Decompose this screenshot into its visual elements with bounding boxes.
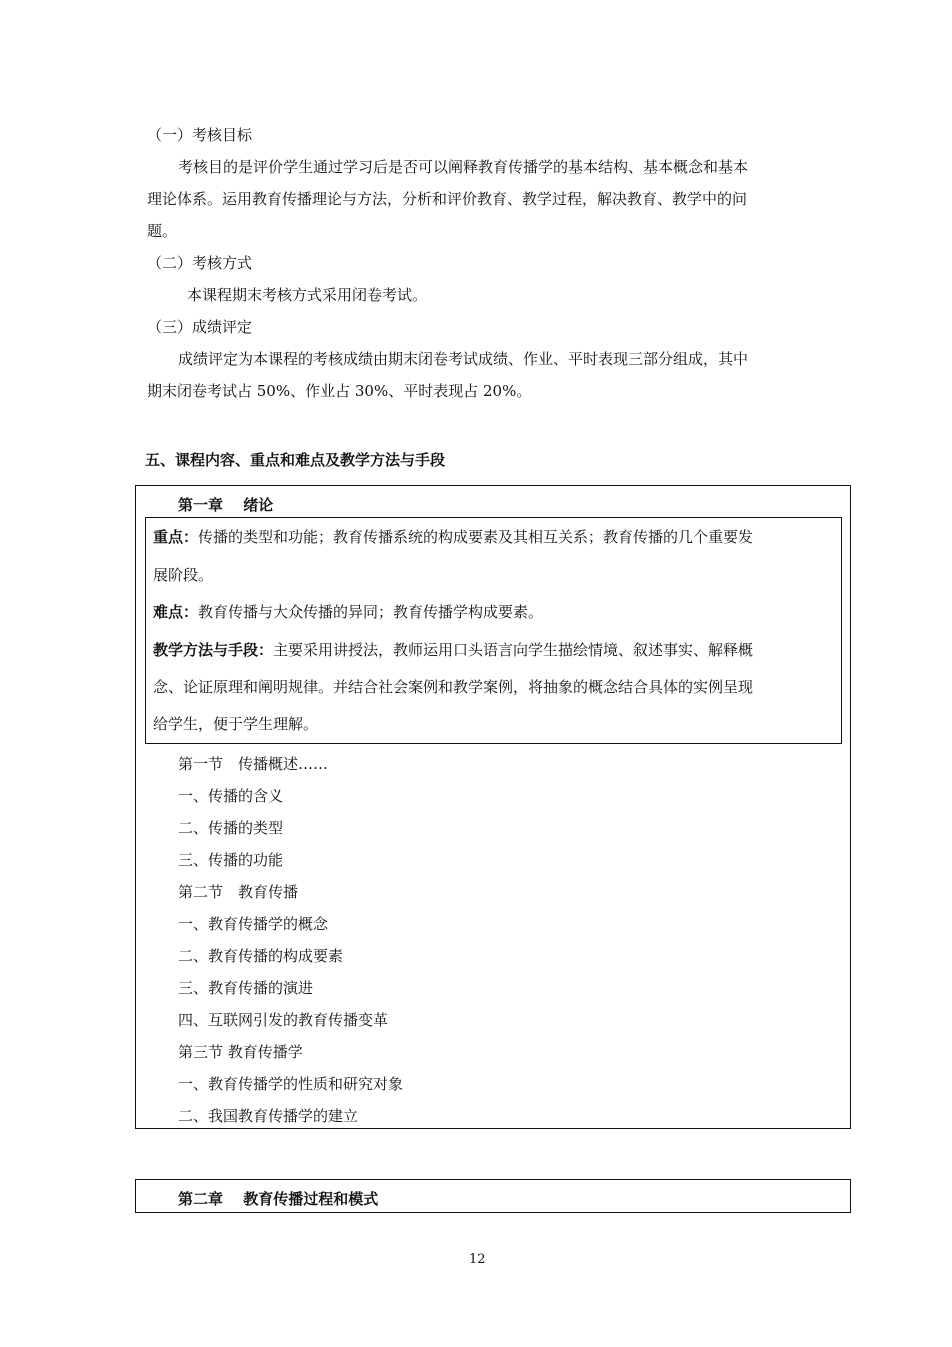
grading-text-line-2: 期末闭卷考试占 50%、作业占 30%、平时表现占 20%。 (147, 382, 532, 400)
key-label: 重点： (153, 528, 199, 546)
teaching-method-text-1: 主要采用讲授法，教师运用口头语言向学生描绘情境、叙述事实、解释概 (273, 641, 754, 659)
chapter2-title: 第二章 教育传播过程和模式 (178, 1190, 379, 1208)
method-line-1 (153, 640, 753, 660)
key-text-2: 展阶段。 (153, 566, 214, 584)
goal-text-line-1: 考核目的是评价学生通过学习后是否可以阐释教育传播学的基本结构、基本概念和基本 (178, 158, 749, 176)
key-line-1 (153, 527, 753, 547)
difficulty-text: 教育传播与大众传播的异同；教育传播学构成要素。 (198, 603, 544, 621)
outline-item: 第二节 教育传播 (178, 883, 299, 901)
method-text: 本课程期末考核方式采用闭卷考试。 (187, 286, 428, 304)
page-number: 12 (469, 1252, 486, 1267)
teaching-method-label: 教学方法与手段： (153, 641, 274, 659)
outline-item: 二、传播的类型 (178, 819, 284, 837)
goal-text-line-3: 题。 (147, 222, 178, 240)
grading-text-line-1: 成绩评定为本课程的考核成绩由期末闭卷考试成绩、作业、平时表现三部分组成，其中 (178, 350, 749, 368)
key-text-1: 传播的类型和功能；教育传播系统的构成要素及其相互关系；教育传播的几个重要发 (198, 528, 754, 546)
chapter1-title: 第一章 绪论 (178, 496, 274, 514)
outline-item: 三、传播的功能 (178, 851, 284, 869)
grading-heading: （三）成绩评定 (147, 318, 253, 336)
method-heading: （二）考核方式 (147, 254, 253, 272)
teaching-method-text-2: 念、论证原理和阐明规律。并结合社会案例和教学案例，将抽象的概念结合具体的实例呈现 (153, 678, 754, 696)
outline-item: 一、教育传播学的概念 (178, 915, 329, 933)
outline-item: 第三节 教育传播学 (178, 1043, 303, 1061)
outline-item: 一、传播的含义 (178, 787, 284, 805)
outline-item: 第一节 传播概述…… (178, 755, 329, 773)
outline-item: 三、教育传播的演进 (178, 979, 314, 997)
goal-heading: （一）考核目标 (147, 126, 253, 144)
outline-item: 一、教育传播学的性质和研究对象 (178, 1075, 404, 1093)
goal-text-line-2: 理论体系。运用教育传播理论与方法，分析和评价教育、教学过程，解决教育、教学中的问 (147, 190, 748, 208)
difficulty-line (153, 602, 543, 622)
teaching-method-text-3: 给学生，便于学生理解。 (153, 715, 319, 733)
outline-item: 二、我国教育传播学的建立 (178, 1107, 359, 1125)
difficulty-label: 难点： (153, 603, 199, 621)
chapter1-summary-box (145, 517, 842, 744)
section-title: 五、课程内容、重点和难点及教学方法与手段 (145, 451, 446, 469)
outline-item: 二、教育传播的构成要素 (178, 947, 344, 965)
outline-item: 四、互联网引发的教育传播变革 (178, 1011, 389, 1029)
